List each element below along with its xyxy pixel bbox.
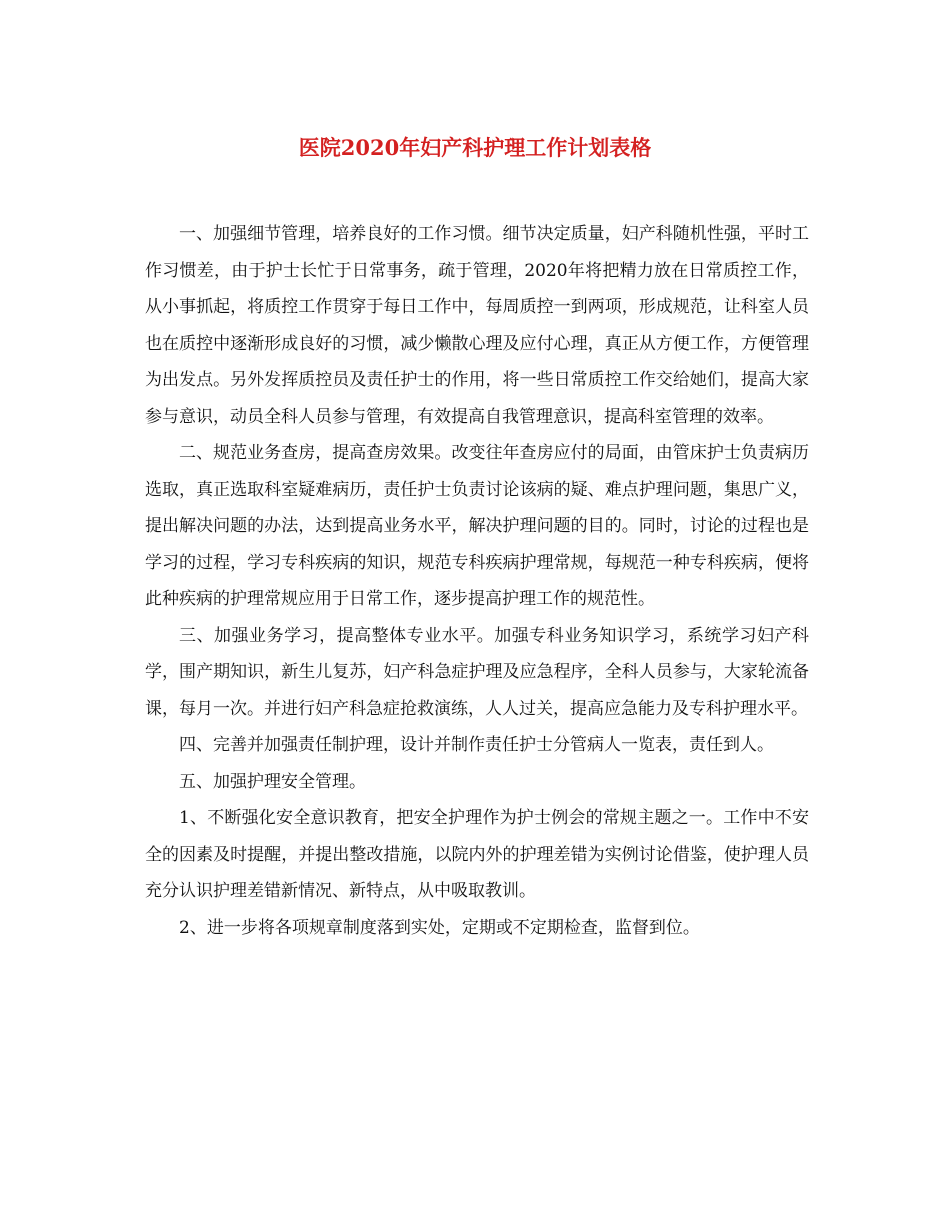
paragraph-5: 五、加强护理安全管理。 (179, 771, 366, 792)
paragraph-7: 2、进一步将各项规章制度落到实处，定期或不定期检查，监督到位。 (179, 917, 700, 938)
document-body (145, 216, 809, 946)
paragraph-3: 三、加强业务学习，提高整体专业水平。加强专科业务知识学习，系统学习妇产科学，围产期知识，新生儿复苏，妇产科急症护理及应急程序，全科人员参与，大家轮流备课，每月一次。并进行妇产科急症抢救演练，人人过关，提高应急能力及专科护理水平。 (145, 625, 809, 719)
paragraph-6: 1、不断强化安全意识教育，把安全护理作为护士例会的常规主题之一。工作中不安全的因素及时提醒，并提出整改措施，以院内外的护理差错为实例讨论借鉴，使护理人员充分认识护理差错新情况、新特点，从中吸取教训。 (145, 808, 809, 901)
document-title: 医院2020年妇产科护理工作计划表格 (298, 135, 652, 160)
paragraph-4: 四、完善并加强责任制护理，设计并制作责任护士分管病人一览表，责任到人。 (179, 735, 774, 755)
paragraph-2: 二、规范业务查房，提高查房效果。改变往年查房应付的局面，由管床护士负责病历选取，真正选取科室疑难病历，责任护士负责讨论该病的疑、难点护理问题，集思广义，提出解决问题的办法，达到提高业务水平，解决护理问题的目的。同时，讨论的过程也是学习的过程，学习专科疾病的知识，规范专科疾病护理常规，每规范一种专科疾病，便将此种疾病的护理常规应用于日常工作，逐步提高护理工作的规范性。 (145, 443, 809, 609)
paragraph-1: 一、加强细节管理，培养良好的工作习惯。细节决定质量，妇产科随机性强，平时工作习惯差，由于护士长忙于日常事务，疏于管理，2020年将把精力放在日常质控工作，从小事抓起，将质控工作贯穿于每日工作中，每周质控一到两项，形成规范，让科室人员也在质控中逐渐形成良好的习惯，减少懒散心理及应付心理，真正从方便工作，方便管理为出发点。另外发挥质控员及责任护士的作用，将一些日常质控工作交给她们，提高大家参与意识，动员全科人员参与管理，有效提高自我管理意识，提高科室管理的效率。 (145, 224, 809, 427)
